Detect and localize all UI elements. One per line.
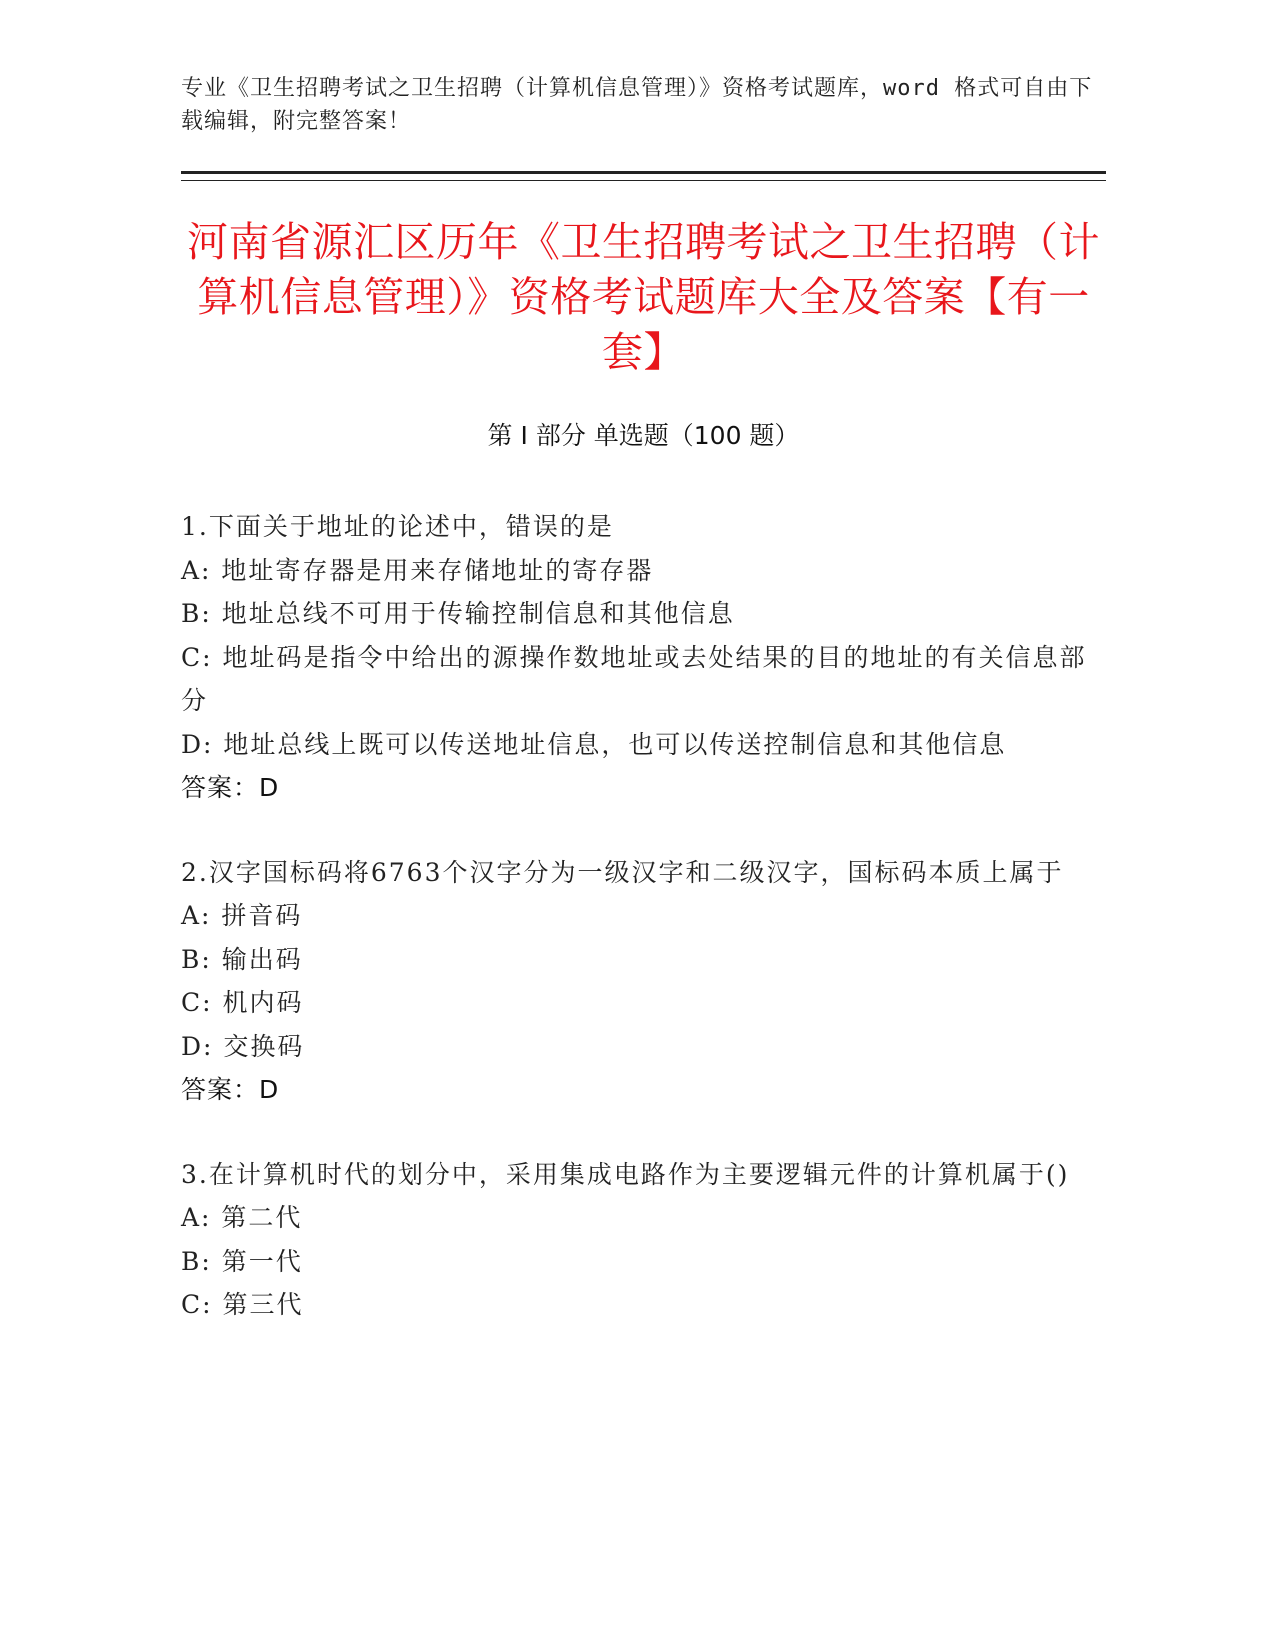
header-rule-thick — [181, 171, 1106, 174]
header-rule-thin — [181, 180, 1106, 181]
option-a: A: 地址寄存器是用来存储地址的寄存器 — [181, 555, 654, 585]
answer: 答案：D — [181, 773, 280, 802]
question-list — [181, 505, 1106, 1368]
header-note: 专业《卫生招聘考试之卫生招聘（计算机信息管理）》资格考试题库，word 格式可自由下载编辑，附完整答案！ — [181, 76, 1093, 134]
question-stem: 1.下面关于地址的论述中，错误的是 — [181, 512, 614, 541]
option-a: A: 第二代 — [181, 1203, 303, 1232]
question-1 — [181, 505, 1106, 810]
option-c: C: 机内码 — [181, 988, 304, 1017]
document-title: 河南省源汇区历年《卫生招聘考试之卫生招聘（计算机信息管理）》资格考试题库大全及答案【有一套】 — [187, 218, 1100, 376]
option-b: B: 第一代 — [181, 1246, 303, 1276]
section-title: 第 I 部分 单选题（100 题） — [487, 421, 800, 450]
option-d: D: 交换码 — [181, 1031, 305, 1061]
question-3 — [181, 1153, 1106, 1327]
question-stem: 3.在计算机时代的划分中，采用集成电路作为主要逻辑元件的计算机属于() — [181, 1159, 1070, 1189]
option-b: B: 地址总线不可用于传输控制信息和其他信息 — [181, 599, 735, 628]
option-d: D: 地址总线上既可以传送地址信息，也可以传送控制信息和其他信息 — [181, 729, 1007, 759]
option-b: B: 输出码 — [181, 944, 303, 974]
answer: 答案：D — [181, 1075, 280, 1104]
option-c: C: 地址码是指令中给出的源操作数地址或去处结果的目的地址的有关信息部分 — [181, 642, 1087, 715]
question-stem: 2.汉字国标码将6763个汉字分为一级汉字和二级汉字，国标码本质上属于 — [181, 857, 1064, 887]
option-a: A: 拼音码 — [181, 901, 303, 930]
question-2 — [181, 851, 1106, 1112]
option-c: C: 第三代 — [181, 1290, 304, 1319]
